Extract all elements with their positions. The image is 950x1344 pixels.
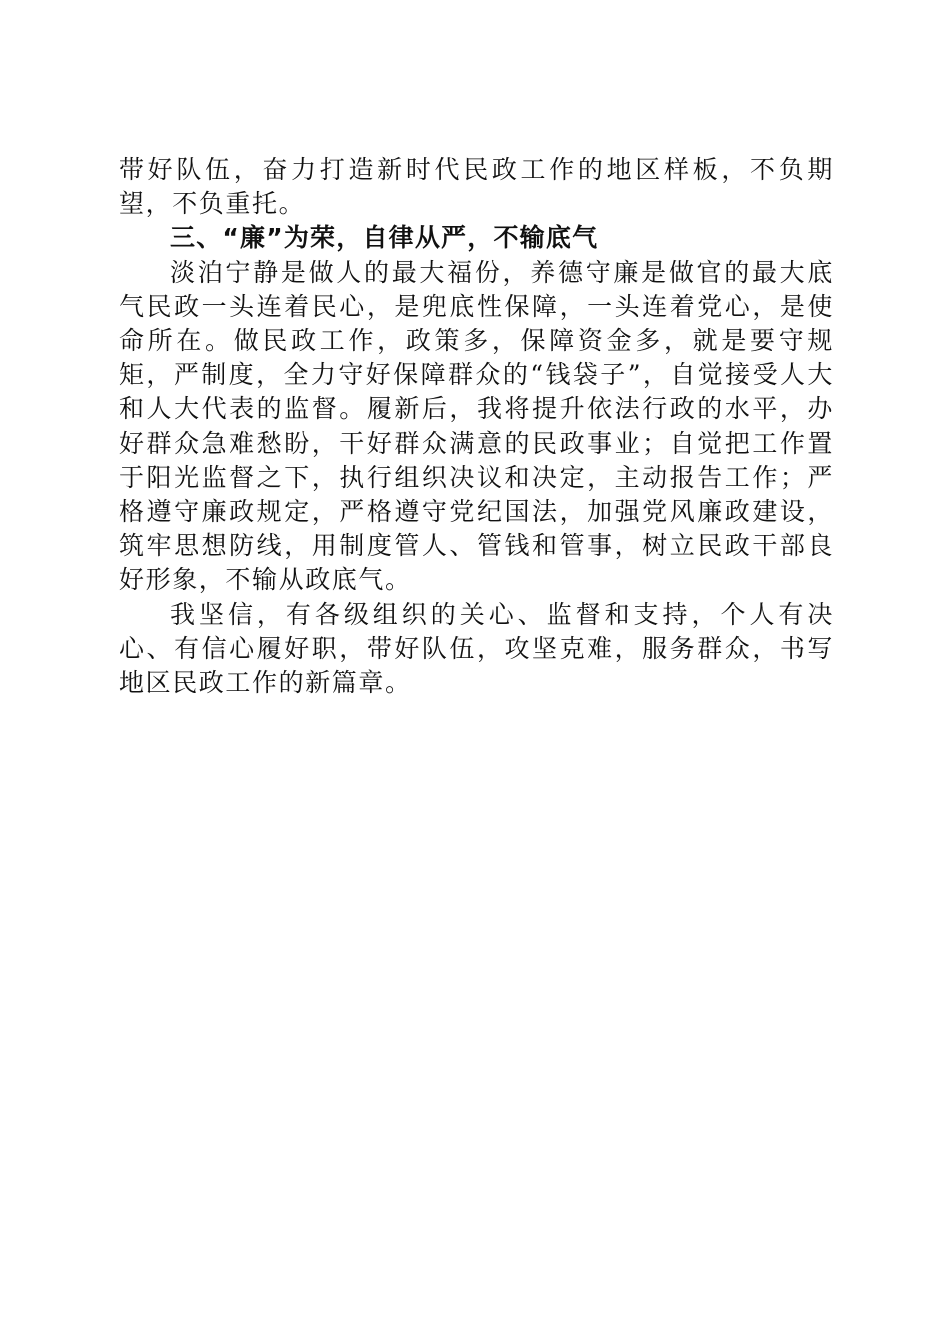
continuation-paragraph: 带好队伍，奋力打造新时代民政工作的地区样板，不负期望，不负重托。 bbox=[119, 155, 834, 219]
section-heading: 三、“廉”为荣，自律从严，不输底气 bbox=[170, 223, 599, 253]
document-body bbox=[119, 153, 834, 700]
body-paragraph-conclusion: 我坚信，有各级组织的关心、监督和支持，个人有决心、有信心履好职，带好队伍，攻坚克难，服务群众，书写地区民政工作的新篇章。 bbox=[119, 599, 834, 698]
body-paragraph-integrity: 淡泊宁静是做人的最大福份，养德守廉是做官的最大底气民政一头连着民心，是兜底性保障，一头连着党心，是使命所在。做民政工作，政策多，保障资金多，就是要守规矩，严制度，全力守好保障群众的“钱袋子”，自觉接受人大和人大代表的监督。履新后，我将提升依法行政的水平，办好群众急难愁盼，干好群众满意的民政事业；自觉把工作置于阳光监督之下，执行组织决议和决定，主动报告工作；严格遵守廉政规定，严格遵守党纪国法，加强党风廉政建设，筑牢思想防线，用制度管人、管钱和管事，树立民政干部良好形象，不输从政底气。 bbox=[119, 257, 834, 595]
